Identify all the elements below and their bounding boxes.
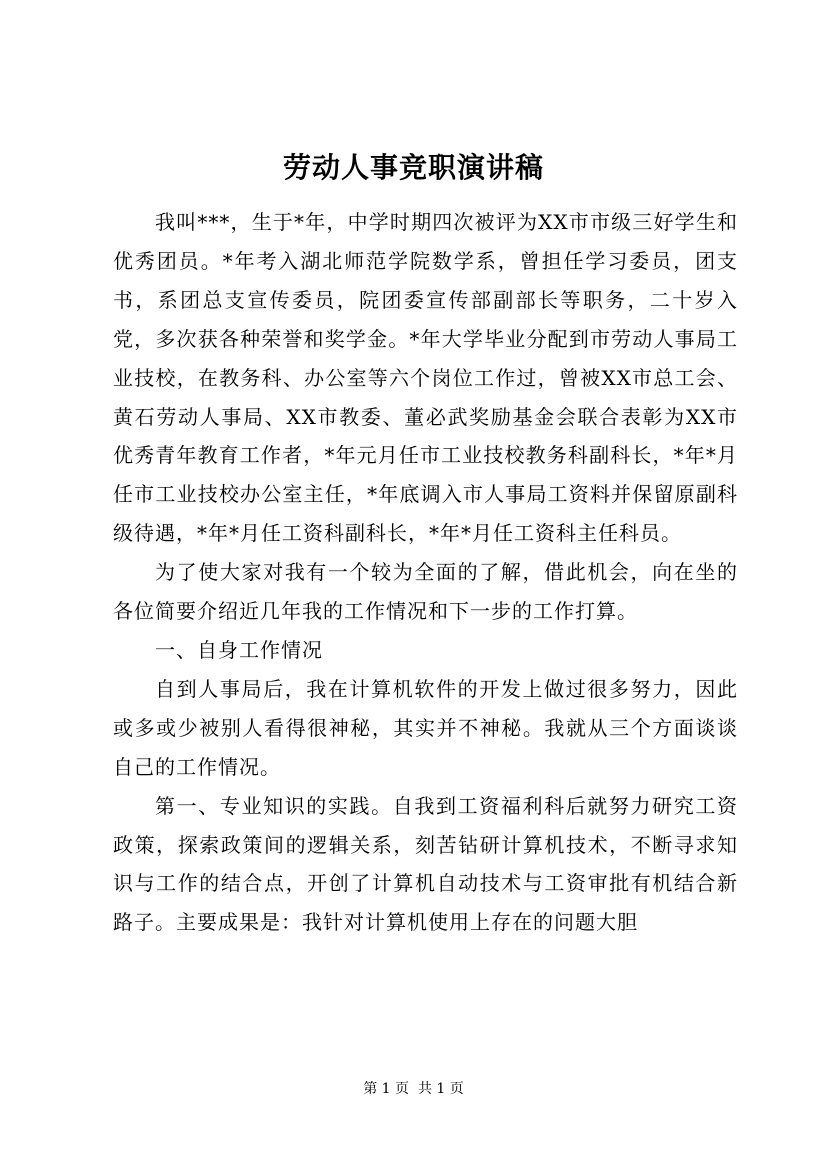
page-number: 第 1 页 共 1 页 [363, 1081, 464, 1097]
page-footer [0, 1079, 827, 1099]
paragraph-professional-practice: 第一、专业知识的实践。自我到工资福利科后就努力研究工资政策，探索政策间的逻辑关系，刻苦钻研计算机技术，不断寻求知识与工作的结合点，开创了计算机自动技术与工资审批有机结合新路子。主要成果是：我针对计算机使用上存在的问题大胆 [113, 793, 738, 935]
document-title: 劳动人事竞职演讲稿 [282, 151, 544, 184]
paragraph-work-overview: 自到人事局后，我在计算机软件的开发上做过很多努力，因此或多或少被别人看得很神秘，其实并不神秘。我就从三个方面谈谈自己的工作情况。 [113, 676, 738, 779]
paragraph-intro: 我叫***，生于*年，中学时期四次被评为XX市市级三好学生和优秀团员。*年考入湖北师范学院数学系，曾担任学习委员，团支书，系团总支宣传委员，院团委宣传部副部长等职务，二十岁入党，多次获各种荣誉和奖学金。*年大学毕业分配到市劳动人事局工业技校，在教务科、办公室等六个岗位工作过，曾被XX市总工会、黄石劳动人事局、XX市教委、董必武奖励基金会联合表彰为XX市优秀青年教育工作者，*年元月任市工业技校教务科副科长，*年*月任市工业技校办公室主任，*年底调入市人事局工资料并保留原副科级待遇，*年*月任工资科副科长，*年*月任工资科主任科员。 [113, 210, 738, 546]
paragraph-purpose: 为了使大家对我有一个较为全面的了解，借此机会，向在坐的各位简要介绍近几年我的工作情况和下一步的工作打算。 [113, 560, 738, 624]
document-body [113, 203, 738, 942]
section-heading-work: 一、自身工作情况 [155, 637, 323, 662]
